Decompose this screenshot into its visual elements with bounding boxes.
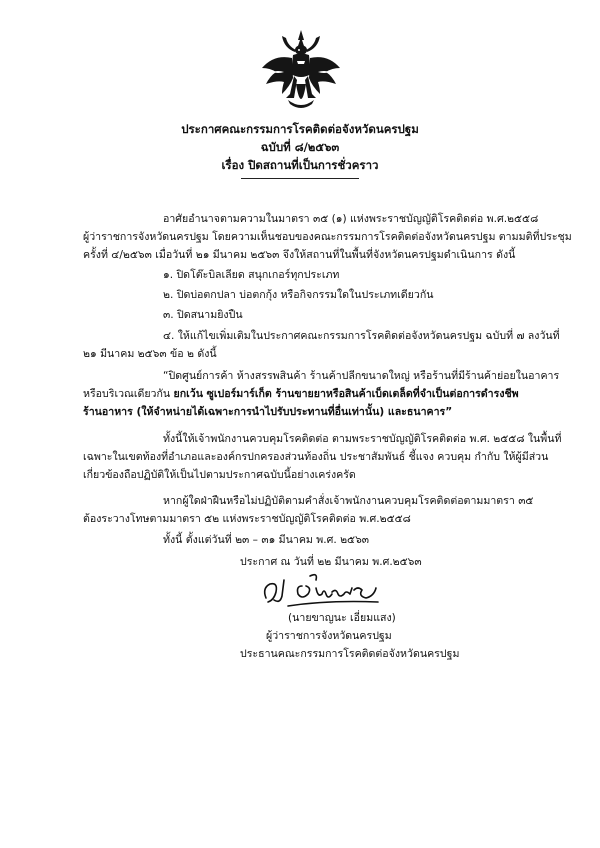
effective-period: ทั้งนี้ ตั้งแต่วันที่ ๒๓ – ๓๑ มีนาคม พ.ศ. ๒๕๖๓ xyxy=(163,534,370,546)
signer-position: ผู้ว่าราชการจังหวัดนครปฐม xyxy=(266,630,392,642)
paragraph-2-line: เกี่ยวข้องถือปฏิบัติให้เป็นไปตามประกาศฉบับนี้อย่างเคร่งครัด xyxy=(83,469,356,481)
announcement-subject: เรื่อง ปิดสถานที่เป็นการชั่วคราว xyxy=(221,158,379,172)
list-item: ๓. ปิดสนามยิงปืน xyxy=(163,309,243,321)
paragraph-1-line: ผู้ว่าราชการจังหวัดนครปฐม โดยความเห็นชอบของคณะกรรมการโรคติดต่อจังหวัดนครปฐม ตามมติที่ประชุม xyxy=(83,231,572,243)
signer-position: ประธานคณะกรรมการโรคติดต่อจังหวัดนครปฐม xyxy=(240,648,460,660)
quote-line: “ปิดศูนย์การค้า ห้างสรรพสินค้า ร้านค้าปลีกขนาดใหญ่ หรือร้านที่มีร้านค้าย่อยในอาคาร xyxy=(163,370,560,382)
garuda-emblem-icon xyxy=(260,28,342,114)
paragraph-1-line: อาศัยอำนาจตามความในมาตรา ๓๕ (๑) แห่งพระราชบัญญัติโรคติดต่อ พ.ศ.๒๕๕๘ xyxy=(163,213,539,225)
quote-closing-text: และธนาคาร” xyxy=(384,406,453,418)
paragraph-2-line: ทั้งนี้ให้เจ้าพนักงานควบคุมโรคติดต่อ ตามพระราชบัญญัติโรคติดต่อ พ.ศ. ๒๕๕๘ ในพื้นที่ xyxy=(163,433,562,445)
announcement-title: ประกาศคณะกรรมการโรคติดต่อจังหวัดนครปฐม xyxy=(181,122,419,136)
title-divider xyxy=(241,178,359,179)
list-item: ๔. ให้แก้ไขเพิ่มเติมในประกาศคณะกรรมการโรคติดต่อจังหวัดนครปฐม ฉบับที่ ๗ ลงวันที่ xyxy=(163,330,560,342)
paragraph-1-line: ครั้งที่ ๔/๒๕๖๓ เมื่อวันที่ ๒๑ มีนาคม ๒๕๖๓ จึงให้สถานที่ในพื้นที่จังหวัดนครปฐมดำเนินการ ดังนี้ xyxy=(83,249,516,261)
list-item: ๑. ปิดโต๊ะบิลเลียด สนุกเกอร์ทุกประเภท xyxy=(163,269,340,281)
signer-name: (นายขาญนะ เอี่ยมแสง) xyxy=(288,612,396,624)
handwritten-signature xyxy=(258,566,382,608)
announcement-number: ฉบับที่ ๘/๒๕๖๓ xyxy=(260,140,340,154)
announcement-date: ประกาศ ณ วันที่ ๒๒ มีนาคม พ.ศ.๒๕๖๓ xyxy=(240,556,422,568)
paragraph-3-line: หากผู้ใดฝ่าฝืนหรือไม่ปฏิบัติตามคำสั่งเจ้าพนักงานควบคุมโรคติดต่อตามมาตรา ๓๕ xyxy=(163,495,534,507)
quote-text: หรือบริเวณเดียวกัน xyxy=(83,388,174,400)
quote-line xyxy=(83,387,519,401)
quote-exception-text: ร้านอาหาร (ให้จำหน่ายได้เฉพาะการนำไปรับประทานที่อื่นเท่านั้น) xyxy=(83,406,385,418)
list-item-continuation: ๒๑ มีนาคม ๒๕๖๓ ข้อ ๒ ดังนี้ xyxy=(83,348,217,360)
paragraph-2-line: เฉพาะในเขตท้องที่อำเภอและองค์กรปกครองส่วนท้องถิ่น ประชาสัมพันธ์ ชี้แจง ควบคุม กำกับ ให้ผู้มีส่วน xyxy=(83,451,549,463)
quote-exception-text: ยกเว้น ซูเปอร์มาร์เก็ต ร้านขายยาหรือสินค้าเบ็ดเตล็ดที่จำเป็นต่อการดำรงชีพ xyxy=(173,388,519,400)
paragraph-3-line: ต้องระวางโทษตามมาตรา ๕๒ แห่งพระราชบัญญัติโรคติดต่อ พ.ศ.๒๕๕๘ xyxy=(83,513,411,525)
quote-line xyxy=(83,405,452,419)
list-item: ๒. ปิดบ่อตกปลา บ่อตกกุ้ง หรือกิจกรรมใดในประเภทเดียวกัน xyxy=(163,289,434,301)
